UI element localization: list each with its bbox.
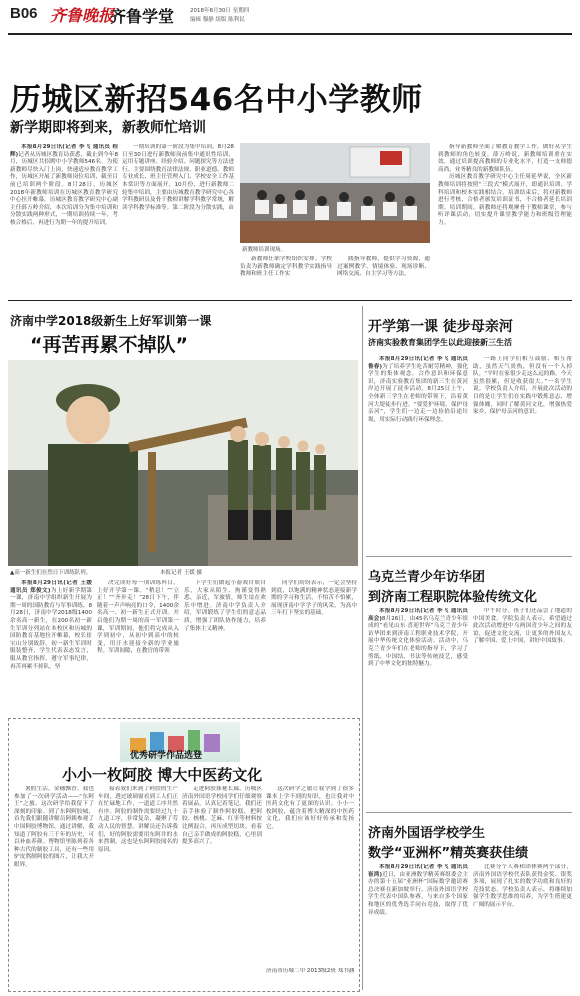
ukraine-byline: 本报8月29日讯(记者 李飞 通讯员 高会) (368, 608, 468, 622)
tcm-column-3: 走进阿胶探秘长廊，历城区济南外国语学校同学们仔细观察着展品，认真记着笔记。我们还亲手体验了制作阿胶糕，把阿胶、核桃、芝麻、红枣等材料按比例混合，再压成型切块。看着自己亲手做成的阿胶糕，心里别提多高兴了。 (182, 786, 262, 846)
ukraine-divider (366, 812, 572, 813)
military-byline: 本报8月29日讯(记者 王媛 通讯员 郑俊文) (10, 580, 92, 594)
lead-headline: 历城区新招546名中小学教师 (10, 82, 423, 118)
military-section-title: 济南中学2018级新生上好军训第一课 (10, 314, 212, 328)
military-column-2: 决完成好每一项训练科目，上好开学第一课。“稍息！”“立正！”“齐步走！”28日下午，伴随着一声声响亮的口令，1400余名高一、初一新生正式开训。开启他们为期一周的高一军训第一课，军训期间，他们将完成从入学到初中，从初中到高中的转变，用汗水迎接全新的学业旅程。军训间隙，在教官的带领 (97, 580, 179, 655)
math-cup-byline: 本报8月29日讯(记者 李飞 通讯员 崔鸿) (368, 864, 468, 878)
tcm-headline: 小小一枚阿胶 博大中医药文化 (62, 766, 263, 784)
lead-column-4: 践指导教师，提供学习资源，通过案例教学、情境体验、现场诊断、网络交流、自主学习等方法， (337, 256, 430, 278)
math-cup-column-2: 比赛分个人赛和团体赛两个部分，济南外国语学校代表队获得金奖、银奖多项，展现了扎实的数学功底和良好的竞技状态。学校负责人表示，将继续加强学生数学思维的培养，为学生搭建更广阔的展示平台。 (473, 864, 572, 908)
date-line: 2018年8月30日 星期四 (190, 8, 250, 14)
military-photo-credit: 本报记者 王媛 摄 (160, 570, 202, 576)
lead-byline: 本报8月29日讯(记者 李飞 通讯员 程辉) (10, 144, 118, 158)
military-photo-caption: ▲高一新生们在烈日下训练队列。 (10, 570, 92, 576)
military-headline: “再苦再累不掉队” (30, 334, 188, 356)
masthead-logo: 齐鲁晚报 (50, 6, 115, 25)
lead-divider (8, 300, 572, 301)
school-byline: 本报8月29日讯(记者 李飞 通讯员 鲁春) (368, 356, 468, 370)
military-column-1: 本报8月29日讯(记者 王媛 通讯员 郑俊文)为上好新学期第一课，济南中学组织新生开展为期一周的国防教育与军事训练。8月28日，济南中学2018级1400余名高一新生，在200名初一新生军训分列站在本校区和历城的国防教育基地拉开帷幕，校长崔宝山分别致辞。初一新生军训时服装整齐，学生代表表态发言，服从教官指挥，遵守军事纪律，再苦再累不掉队，坚 (10, 580, 92, 670)
section-name: 齐鲁学堂 (110, 7, 175, 26)
military-column-4: 同学们纷纷表示，一定会坚持到底，以饱满的精神状态迎接新学期的学习和生活，不怕苦不怕累，展现济南中学学子的风采，为高中三年打下坚实的基础。 (271, 580, 357, 617)
tcm-column-2: 接着我们来到了阿胶的生产车间，透过玻璃窗看到工人们正在忙碌地工作，一道道工序井然有序。阿胶的制作需要经过九十九道工序，非常复杂，凝聚了劳动人民的智慧。讲解员还告诉我们，好的阿胶需要用东阿井的水来熬制，这也是东阿阿胶闻名的原因。 (98, 786, 178, 853)
lead-subheadline: 新学期即将到来，新教师忙培训 (10, 120, 206, 136)
ukraine-headline-line2: 到济南工程职院体验传统文化 (368, 590, 538, 605)
tcm-column-1: 暑假生活，金穗飘香。我也参加了一次研学活动——“东阿王”之旅。这次研学给我留下了深刻的印象。到了东阿阿胶城，首先我们跟随讲解员阿姨参观了中国阿胶博物馆，通过讲解，我知道了阿胶有三千年的历史，可以补血养颜。博物馆里陈列着各种古代的制胶工具，还有一些用驴皮熬制阿胶的图片，让我大开眼界。 (14, 786, 94, 868)
lead-photo (240, 143, 430, 243)
tcm-column-4: 这次研学之旅让我学到了很多课本上学不到的知识，也让我对中医药文化有了更深的认识。小小一枚阿胶，蕴含着博大精深的中医药文化，我们应该好好传承和发扬它。 (266, 786, 354, 830)
school-divider (366, 556, 572, 557)
military-training-photo (8, 360, 358, 566)
header-divider (8, 33, 572, 35)
military-column-3: 下学生们做起小游戏自娱自乐，大家从陌生、拘谨变得熟悉、亲近，军旅情，师生谊在欢乐中增进。济南中学负责人介绍，军训锻炼了学生们的意志品质，增强了团队协作能力，培养了集体主义精神。 (184, 580, 266, 632)
column-divider (362, 306, 363, 990)
math-cup-headline-line1: 济南外国语学校学生 (368, 826, 486, 841)
ukraine-column-1: 本报8月29日讯(记者 李飞 通讯员 高会)8月26日，由45名乌克兰青少年组成的“看见山东·喜迎世界”乌克兰青少年访华团来到济南工程职业技术学院，开展中华传统文化体验活动。活动中，乌克兰青少年们在老师的指导下，学习了剪纸、中国结、书法等传统技艺，感受到了中华文化的独特魅力。 (368, 608, 468, 668)
ukraine-headline-line1: 乌克兰青少年访华团 (368, 570, 486, 585)
school-headline: 开学第一课 徒步母亲河 (368, 319, 513, 335)
tcm-credit: 济南市历城二中 2013级2班 郑书涵 (266, 968, 355, 974)
school-column-2: 一路上同学们相互鼓励、相互帮助，虽然天气炎热，但没有一个人掉队。“平时在家很少走这么远的路，今天虽然很累，但是收获很大。”一名学生说。学校负责人介绍，开展此次活动的目的是让学生们在实践中锻炼意志、增强体魄，同时了解黄河文化，增强热爱家乡、保护母亲河的意识。 (473, 356, 572, 416)
editor-line: 编辑 穆静 组版 陈利民 (190, 17, 245, 23)
math-cup-column-1: 本报8月29日讯(记者 李飞 通讯员 崔鸿)近日，由亚洲数学精英赛组委会主办的第十五届“亚洲杯”国际数学邀请赛总决赛在新加坡举行。济南外国语学校学生代表中国队参赛，与来自多个国家和地区的优秀选手同台竞技，取得了优异成绩。 (368, 864, 468, 916)
lead-column-2: 一期培训的第一阶段为集中培训，8月28日至30日进行新教师岗前集中通识性培训，运用专题讲座、经验介绍、问题探究等方法进行。主要围绕教育法律法规、职业道德、教师专业成长、班主任管理入门、学校安全工作基本常识等方面展开。10月份，进行新教师二轮集中培训，主要由历城教育教学研究中心各学科教研员及骨干教师讲解学科教学常规，解读学科教学标准等。第二阶段为分散实践，由 (122, 144, 234, 211)
page-header (0, 0, 580, 36)
tcm-banner: 优秀研学作品选登 (130, 751, 203, 761)
ukraine-column-2: 中午时分，孩子们还品尝了地道的中国美食。学院负责人表示，希望通过此次活动增进中乌两国青少年之间的友谊，促进文化交流，让更多的外国友人了解中国、爱上中国，讲好中国故事。 (473, 608, 572, 645)
lead-column-1: 本报8月29日讯(记者 李飞 通讯员 程辉)记者从历城区教育局获悉，截止到今年8月，历城区共招聘中小学教师546名。为使新教师尽快入门上岗，快速适应教育教学工作，历城区开展了新教师岗位培训，截至目前已培训两个阶段。8月28日，历城区2018年新教师培训在历城区教育教学研究中心拉开帷幕。历城区教育教学研究中心副主任薛万岭介绍，本次培训分为集中培训和分散实践两种形式，一期培训持续一年，考核合格后，再进行为期一年的提升培训。 (10, 144, 118, 226)
school-column-1: 本报8月29日讯(记者 李飞 通讯员 鲁春)为了培养学生吃苦耐劳精神，强化学生的集体观念，合作意识和环保意识，济南实验教育集团的新三生在黄河岸边开展了徒步活动。8月25日上午，全体新三学生在老师的带领下，沿着黄河大堤徒步行进。“要爱护环境、保护母亲河”，学生们一边走一边捡拾沿途垃圾，用实际行动践行环保理念。 (368, 356, 468, 423)
military-photo (8, 360, 358, 566)
lead-column-3: 新教师任职学校组织安排。学校负责为新教师确定学科教学实践指导教师和班主任工作实 (240, 256, 332, 278)
lead-column-5: 指导新教师全面了解教育教学工作，做好从学生到教师的角色转变。薛万岭说，新教师培训重在实效，通过培训提高教师的专业化水平，打造一支师德高尚、业务精良的新教师队伍。 历城区教育教学研究中心主任周延华说，全区新教师培训将按照“三段式”模式展开，即通识培训、学科培训和校本实践相结合。培训结束后，将对新教师进行考核，合格者颁发培训证书，不合格者延长培训期。培训期间，新教师还将观摩骨干教师课堂，参与听评课活动，切实提升课堂教学能力和班级管理能力。 (438, 144, 572, 226)
classroom-photo (240, 143, 430, 243)
math-cup-headline-line2: 数学“亚洲杯”精英赛获佳绩 (368, 846, 529, 861)
page-number: B06 (10, 5, 38, 22)
lead-photo-caption: 新教师培训现场。 (242, 247, 287, 253)
school-subheadline: 济南实验教育集团学生以此迎接新三生活 (368, 338, 512, 347)
